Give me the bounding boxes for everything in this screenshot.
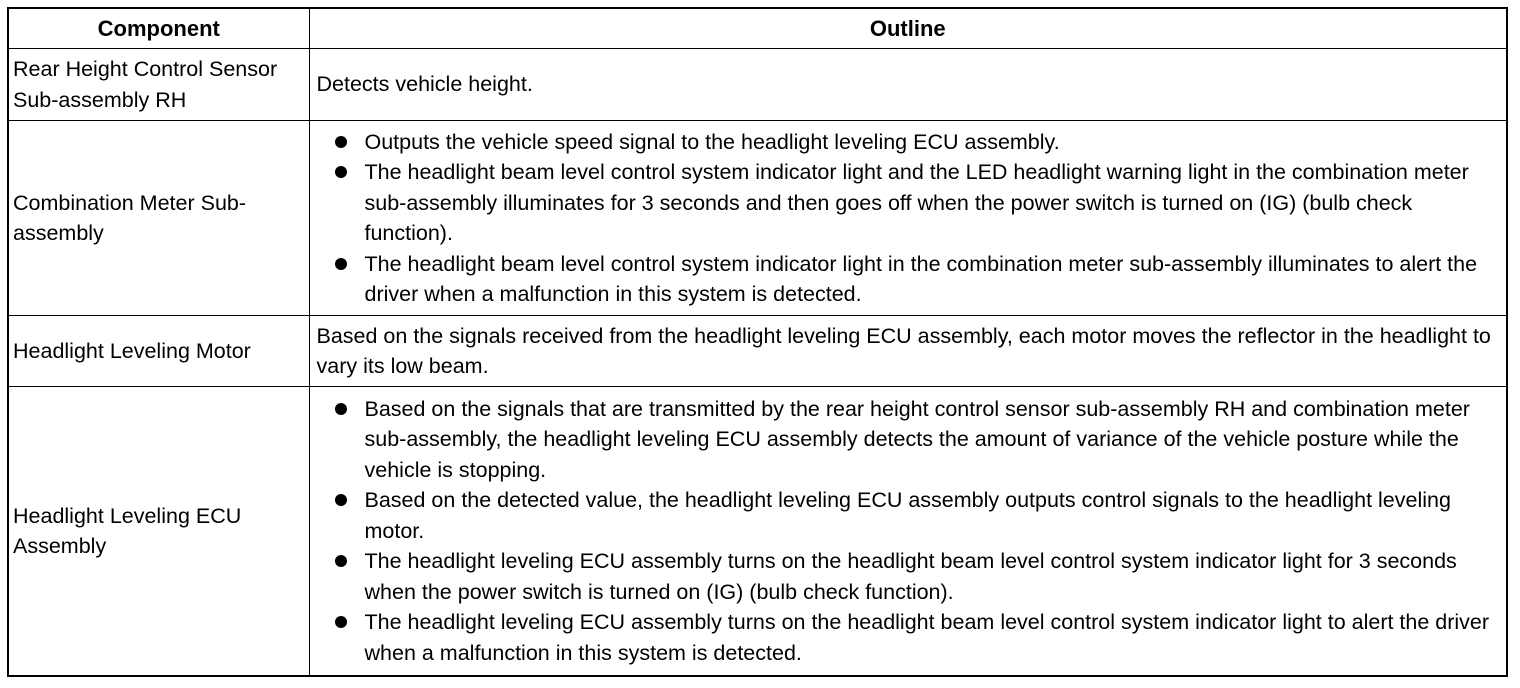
component-cell: Headlight Leveling Motor [8,316,309,387]
bullet-item [317,394,1499,486]
outline-cell: Detects vehicle height. [309,49,1507,121]
table-row [8,387,1507,677]
column-header-outline: Outline [309,8,1507,49]
component-cell: Rear Height Control Sensor Sub-assembly RH [8,49,309,121]
bullet-dot-icon [335,403,347,415]
bullet-item [317,607,1499,668]
bullet-text: Outputs the vehicle speed signal to the headlight leveling ECU assembly. [364,129,1060,154]
outline-bullet-list [317,394,1499,669]
table-row [8,316,1507,387]
bullet-item [317,546,1499,607]
bullet-dot-icon [335,166,347,178]
table-row [8,121,1507,316]
bullet-text: Based on the detected value, the headlight leveling ECU assembly outputs control signals to the headlight leveling motor. [364,488,1451,543]
outline-cell [309,387,1507,677]
bullet-dot-icon [335,555,347,567]
bullet-text: The headlight leveling ECU assembly turns on the headlight beam level control system indicator light for 3 seconds when the power switch is turned on (IG) (bulb check function). [364,549,1457,604]
component-cell: Combination Meter Sub-assembly [8,121,309,316]
outline-cell: Based on the signals received from the headlight leveling ECU assembly, each motor moves the reflector in the headlight to vary its low beam. [309,316,1507,387]
bullet-dot-icon [335,258,347,270]
table-row [8,49,1507,121]
bullet-text: The headlight leveling ECU assembly turns on the headlight beam level control system indicator light to alert the driver when a malfunction in this system is detected. [364,610,1490,665]
bullet-item [317,485,1499,546]
outline-cell [309,121,1507,316]
outline-bullet-list [317,127,1499,310]
component-cell: Headlight Leveling ECU Assembly [8,387,309,677]
bullet-text: The headlight beam level control system indicator light and the LED headlight warning light in the combination meter sub-assembly illuminates for 3 seconds and then goes off when the power switch is turned on (IG) (bulb check function). [364,160,1469,245]
bullet-text: Based on the signals that are transmitted by the rear height control sensor sub-assembly RH and combination meter sub-assembly, the headlight leveling ECU assembly detects the amount of variance of the vehicle posture while the vehicle is stopping. [364,396,1470,482]
bullet-item [317,249,1499,310]
bullet-text: The headlight beam level control system indicator light in the combination meter sub-assembly illuminates to alert the driver when a malfunction in this system is detected. [364,251,1478,306]
bullet-dot-icon [335,494,347,506]
bullet-dot-icon [335,616,347,628]
bullet-item [317,127,1499,158]
table-header-row [8,8,1507,49]
column-header-component: Component [8,8,309,49]
bullet-dot-icon [335,136,347,148]
component-outline-table [7,7,1508,677]
bullet-item [317,157,1499,249]
